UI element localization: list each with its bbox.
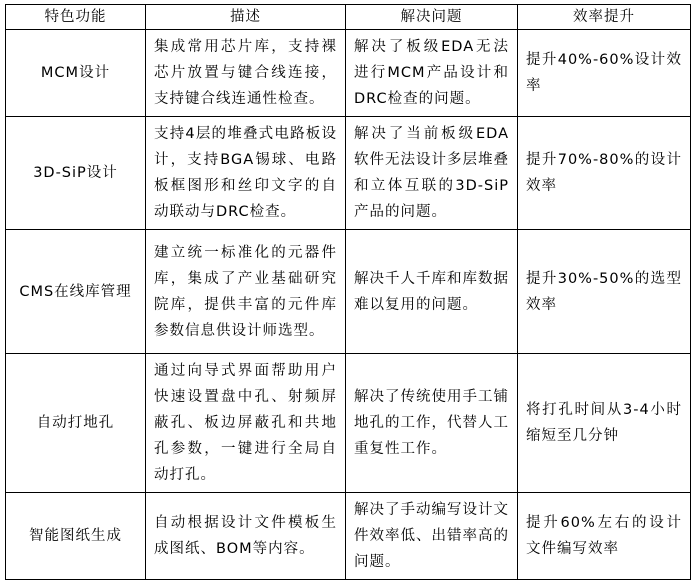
description-cell: 通过向导式界面帮助用户快速设置盘中孔、射频屏蔽孔、板边屏蔽孔和共地孔参数，一键进行全局自动打孔。 bbox=[146, 354, 346, 493]
problem-cell: 解决了传统使用手工铺地孔的工作，代替人工重复性工作。 bbox=[346, 354, 518, 493]
efficiency-cell: 提升60%左右的设计文件编写效率 bbox=[518, 493, 691, 580]
header-problem: 解决问题 bbox=[346, 5, 518, 30]
description-cell: 集成常用芯片库，支持裸芯片放置与键合线连接，支持键合线连通性检查。 bbox=[146, 30, 346, 117]
description-cell: 自动根据设计文件模板生成图纸、BOM等内容。 bbox=[146, 493, 346, 580]
feature-cell: 智能图纸生成 bbox=[6, 493, 146, 580]
table-row bbox=[6, 117, 691, 230]
feature-table bbox=[5, 4, 691, 580]
description-cell: 支持4层的堆叠式电路板设计，支持BGA锡球、电路板框图形和丝印文字的自动联动与DRC检查。 bbox=[146, 117, 346, 230]
header-feature: 特色功能 bbox=[6, 5, 146, 30]
table-header-row bbox=[6, 5, 691, 30]
table-row bbox=[6, 230, 691, 354]
problem-cell: 解决了当前板级EDA软件无法设计多层堆叠和立体互联的3D-SiP产品的问题。 bbox=[346, 117, 518, 230]
problem-cell: 解决了板级EDA无法进行MCM产品设计和DRC检查的问题。 bbox=[346, 30, 518, 117]
table-row bbox=[6, 493, 691, 580]
feature-cell: MCM设计 bbox=[6, 30, 146, 117]
efficiency-cell: 提升40%-60%设计效率 bbox=[518, 30, 691, 117]
header-efficiency: 效率提升 bbox=[518, 5, 691, 30]
problem-cell: 解决了手动编写设计文件效率低、出错率高的问题。 bbox=[346, 493, 518, 580]
problem-cell: 解决千人千库和库数据难以复用的问题。 bbox=[346, 230, 518, 354]
feature-cell: 自动打地孔 bbox=[6, 354, 146, 493]
efficiency-cell: 提升70%-80%的设计效率 bbox=[518, 117, 691, 230]
table-row bbox=[6, 354, 691, 493]
efficiency-cell: 将打孔时间从3-4小时缩短至几分钟 bbox=[518, 354, 691, 493]
efficiency-cell: 提升30%-50%的选型效率 bbox=[518, 230, 691, 354]
feature-cell: CMS在线库管理 bbox=[6, 230, 146, 354]
description-cell: 建立统一标准化的元器件库，集成了产业基础研究院库，提供丰富的元件库参数信息供设计师选型。 bbox=[146, 230, 346, 354]
header-description: 描述 bbox=[146, 5, 346, 30]
table-row bbox=[6, 30, 691, 117]
feature-cell: 3D-SiP设计 bbox=[6, 117, 146, 230]
